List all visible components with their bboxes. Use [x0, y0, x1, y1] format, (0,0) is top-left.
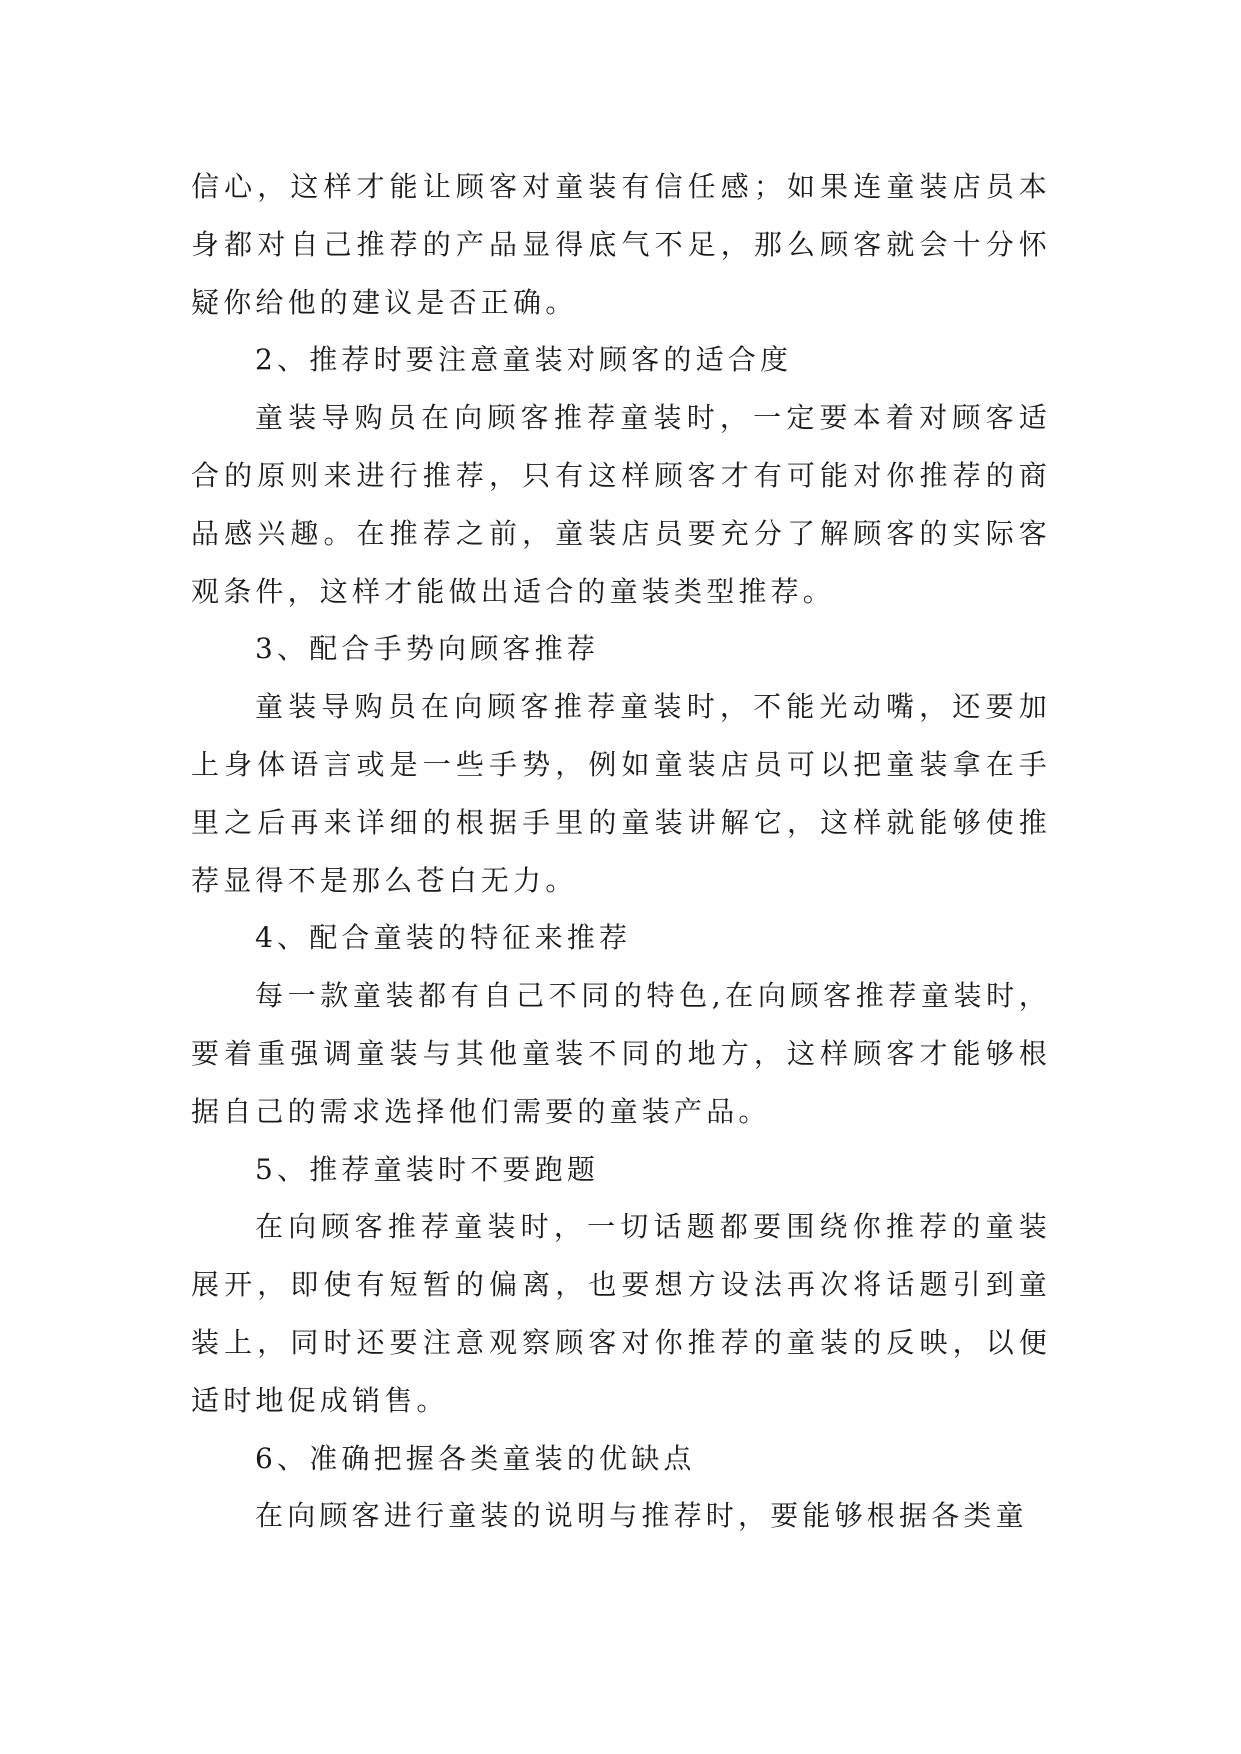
section-heading-4: 4、配合童装的特征来推荐: [255, 921, 632, 955]
paragraph-section-4: 每一款童装都有自己不同的特色,在向顾客推荐童装时，要着重强调童装与其他童装不同的地方，这样顾客才能够根据自己的需求选择他们需要的童装产品。: [191, 979, 1051, 1128]
paragraph-section-2: 童装导购员在向顾客推荐童装时，一定要本着对顾客适合的原则来进行推荐，只有这样顾客才有可能对你推荐的商品感兴趣。在推荐之前，童装店员要充分了解顾客的实际客观条件，这样才能做出适合的童装类型推荐。: [191, 401, 1051, 608]
section-heading-3: 3、配合手势向顾客推荐: [255, 632, 600, 666]
paragraph-section-6: 在向顾客进行童装的说明与推荐时，要能够根据各类童: [255, 1499, 1028, 1533]
document-body: [191, 158, 1051, 1545]
paragraph-section-3: 童装导购员在向顾客推荐童装时，不能光动嘴，还要加上身体语言或是一些手势，例如童装店员可以把童装拿在手里之后再来详细的根据手里的童装讲解它，这样就能够使推荐显得不是那么苍白无力。: [191, 690, 1051, 897]
section-heading-6: 6、准确把握各类童装的优缺点: [255, 1441, 696, 1475]
section-heading-2: 2、推荐时要注意童装对顾客的适合度: [255, 343, 793, 377]
paragraph-section-5: 在向顾客推荐童装时，一切话题都要围绕你推荐的童装展开，即使有短暂的偏离，也要想方设法再次将话题引到童装上，同时还要注意观察顾客对你推荐的童装的反映，以便适时地促成销售。: [191, 1210, 1051, 1417]
paragraph-continuation: 信心，这样才能让顾客对童装有信任感；如果连童装店员本身都对自己推荐的产品显得底气不足，那么顾客就会十分怀疑你给他的建议是否正确。: [191, 170, 1051, 319]
section-heading-5: 5、推荐童装时不要跑题: [255, 1152, 600, 1186]
